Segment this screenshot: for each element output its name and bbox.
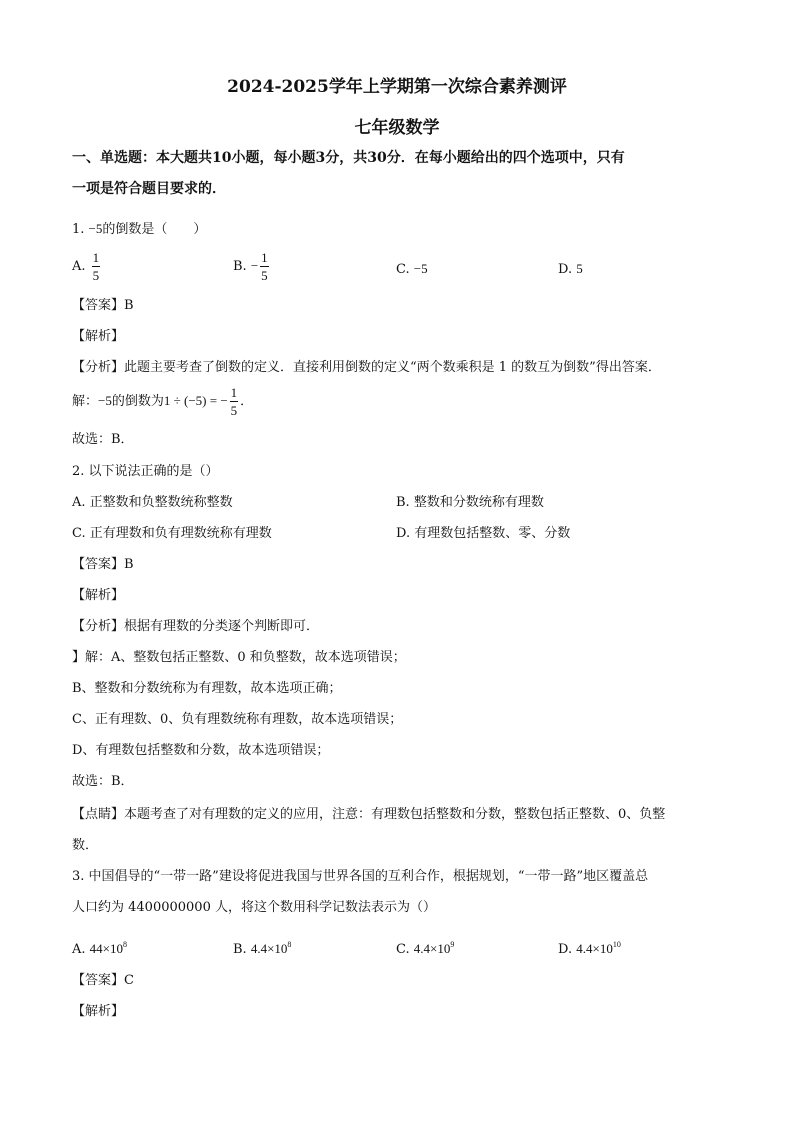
q1-math: −5 <box>88 221 103 236</box>
q2-comment-line1: 【点睛】本题考查了对有理数的定义的应用，注意：有理数包括整数和分数，整数包括正整数、0、负整 <box>72 807 666 822</box>
q3-option-a: A. $44\times 10^8$ <box>72 940 128 957</box>
q1-option-c: C. −5 <box>396 261 428 277</box>
q3-analysis-heading: 【解析】 <box>72 1004 125 1019</box>
section-heading-line1: 一、单选题：本大题共10小题，每小题3分，共30分．在每小题给出的四个选项中，只有 <box>72 150 625 166</box>
q2-solution-2: B、整数和分数统称为有理数，故本选项正确； <box>72 681 342 696</box>
q1-answer: 【答案】B <box>72 298 134 313</box>
page-title: 2024-2025学年上学期第一次综合素养测评 <box>227 77 567 97</box>
q1-text: 的倒数是（ ） <box>102 222 207 237</box>
q2-analysis-heading: 【解析】 <box>72 588 125 603</box>
q1-option-b: B. − $\frac{1}{5}$ <box>233 250 268 283</box>
q2-solution-3: C、正有理数、0、负有理数统称有理数，故本选项错误； <box>72 712 403 727</box>
q1-solution: 解：−5的倒数为1 ÷ (−5) = − $\frac{1}{5}$ ． <box>72 385 254 418</box>
q1-option-a-fraction: $\frac{1}{5}$ <box>92 250 100 283</box>
section-heading-line2: 一项是符合题目要求的． <box>72 181 226 197</box>
q2-solution-4: D、有理数包括整数和分数，故本选项错误； <box>72 743 330 758</box>
q1-number: 1. <box>72 222 85 237</box>
q1-option-d: D. 5 <box>558 261 583 277</box>
q3-answer: 【答案】C <box>72 973 134 988</box>
q2-choose: 故选：B． <box>72 774 134 789</box>
q1-analysis: 【分析】此题主要考查了倒数的定义．直接利用倒数的定义“两个数乘积是 1 的数互为倒数”得出答案． <box>72 360 661 375</box>
q3-option-c: C. $4.4\times 10^9$ <box>396 940 455 957</box>
q2-stem: 2. 以下说法正确的是（） <box>72 464 219 479</box>
page-subtitle: 七年级数学 <box>354 118 440 138</box>
q3-option-b: B. $4.4\times 10^8$ <box>233 940 292 957</box>
q1-option-b-fraction: $\frac{1}{5}$ <box>261 250 268 283</box>
q1-analysis-heading: 【解析】 <box>72 329 125 344</box>
q2-option-c: C. 正有理数和负有理数统称有理数 <box>72 526 272 541</box>
q2-answer: 【答案】B <box>72 557 134 572</box>
q1-stem <box>72 220 206 239</box>
q3-option-d: D. $4.4\times 10^{10}$ <box>558 940 621 957</box>
q2-option-a: A. 正整数和负整数统称整数 <box>72 495 233 510</box>
q3-stem-line2: 人口约为 4400000000 人，将这个数用科学记数法表示为（） <box>72 900 436 915</box>
q1-option-a: A. $\frac{1}{5}$ <box>72 250 100 283</box>
q1-solution-fraction: $\frac{1}{5}$ <box>230 385 238 418</box>
q2-option-d: D. 有理数包括整数、零、分数 <box>396 526 571 541</box>
q2-comment-line2: 数． <box>72 838 99 853</box>
q2-option-b: B. 整数和分数统称有理数 <box>396 495 544 510</box>
q1-choose: 故选：B． <box>72 432 134 447</box>
q2-analysis: 【分析】根据有理数的分类逐个判断即可． <box>72 619 320 634</box>
q3-stem-line1: 3. 中国倡导的“一带一路”建设将促进我国与世界各国的互利合作，根据规划，“一带一路”地区覆盖总 <box>72 869 649 884</box>
q2-solution-1: 】解：A、整数包括正整数、0 和负整数，故本选项错误； <box>72 650 406 665</box>
